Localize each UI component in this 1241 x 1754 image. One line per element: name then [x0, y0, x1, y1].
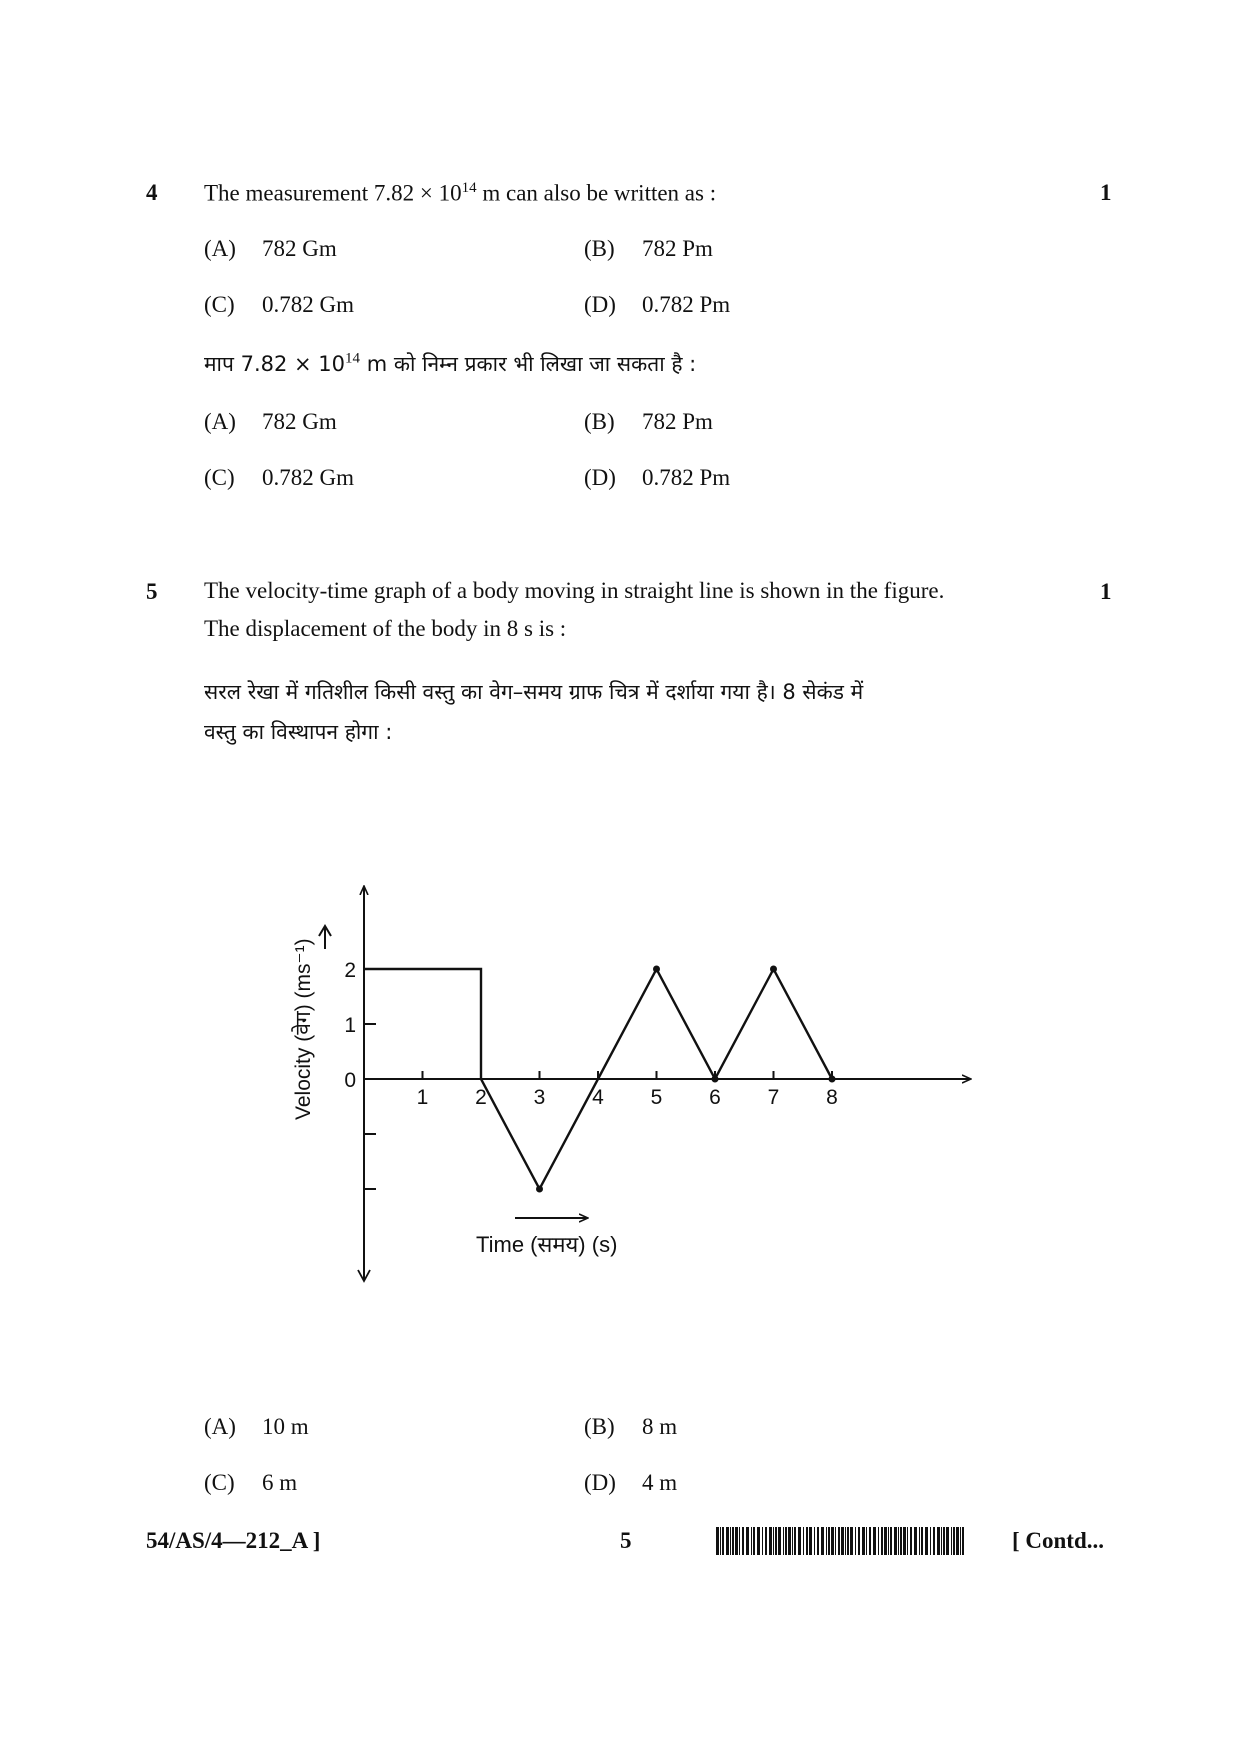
barcode-bar	[730, 1527, 731, 1555]
barcode-bar	[831, 1527, 834, 1555]
barcode-bar	[951, 1527, 952, 1555]
q5-marks: 1	[1100, 579, 1112, 604]
barcode-bar	[792, 1527, 793, 1555]
barcode-bar	[962, 1527, 964, 1555]
q4-marks: 1	[1100, 180, 1112, 205]
barcode-bar	[903, 1527, 906, 1555]
barcode-bar	[873, 1527, 876, 1555]
barcode-bar	[894, 1527, 897, 1555]
barcode-bar	[722, 1527, 724, 1555]
barcode-bar	[946, 1527, 949, 1555]
q5-hi-line1: सरल रेखा में गतिशील किसी वस्तु का वेग–समय ग्राफ चित्र में दर्शाया गया है। 8 सेकंड में	[204, 680, 864, 704]
barcode-bar	[778, 1527, 781, 1555]
q4-question-hi: माप $7.82 \times 10^{14}$ m को निम्न प्रकार भी लिखा जा सकता है :	[204, 350, 697, 376]
barcode-bar	[919, 1527, 920, 1555]
barcode-bar	[858, 1527, 860, 1555]
page-number: 5	[620, 1528, 632, 1553]
barcode-bar	[742, 1527, 744, 1555]
q5-en-line1: The velocity-time graph of a body moving in straight line is shown in the figure.	[204, 578, 945, 603]
barcode-bar	[943, 1527, 945, 1555]
barcode-bar	[890, 1527, 892, 1555]
x-tick-label: 2	[475, 1086, 487, 1109]
q4-number: 4	[146, 180, 158, 205]
barcode-bar	[809, 1527, 812, 1555]
barcode-bar	[910, 1527, 912, 1555]
barcode-bar	[907, 1527, 908, 1555]
barcode-bar	[788, 1527, 791, 1555]
barcode-bar	[785, 1527, 787, 1555]
barcode-bar	[898, 1527, 899, 1555]
q4-option-b[interactable]: (B) 782 Pm	[584, 236, 713, 261]
barcode-bar	[817, 1527, 819, 1555]
barcode-bar	[847, 1527, 849, 1555]
data-point-marker	[653, 966, 660, 973]
barcode-bar	[953, 1527, 955, 1555]
barcode-bar	[941, 1527, 942, 1555]
barcode-bar	[716, 1527, 719, 1555]
paper-code: 54/AS/4—212_A ]	[146, 1528, 321, 1553]
barcode-bar	[914, 1527, 917, 1555]
axis-ticks	[344, 959, 838, 1189]
q4-hi-option-b[interactable]: (B) 782 Pm	[584, 409, 713, 434]
barcode-bar	[739, 1527, 740, 1555]
barcode-bar	[956, 1527, 959, 1555]
x-axis-label: Time (समय) (s)	[476, 1232, 618, 1257]
q5-en-line2: The displacement of the body in 8 s is :	[204, 616, 567, 641]
barcode-bar	[826, 1527, 827, 1555]
barcode-bar	[835, 1527, 836, 1555]
barcode-bar	[937, 1527, 940, 1555]
barcode-bar	[828, 1527, 830, 1555]
data-point-marker	[712, 1076, 719, 1083]
barcode-bar	[921, 1527, 923, 1555]
barcode-bar	[869, 1527, 871, 1555]
x-tick-label: 4	[592, 1086, 604, 1109]
q4-question-en: The measurement $7.82 \times 10^{14}$ m can also be written as :	[204, 180, 717, 206]
q5-option-b[interactable]: (B) 8 m	[584, 1414, 678, 1439]
barcode-bar	[783, 1527, 784, 1555]
barcode-bar	[753, 1527, 755, 1555]
x-tick-label: 5	[650, 1086, 663, 1109]
barcode-bar	[866, 1527, 867, 1555]
barcode-bar	[803, 1527, 804, 1555]
barcode-bar	[773, 1527, 774, 1555]
barcode-bar	[850, 1527, 853, 1555]
q5-option-d[interactable]: (D) 4 m	[584, 1470, 678, 1495]
x-tick-label: 6	[709, 1086, 721, 1109]
barcode-bar	[925, 1527, 928, 1555]
y-tick-label: 1	[344, 1014, 356, 1037]
q4-hi-option-c[interactable]: (C) 0.782 Gm	[204, 465, 354, 490]
barcode-bar	[765, 1527, 767, 1555]
barcode-bar	[855, 1527, 856, 1555]
q5-hi-line2: वस्तु का विस्थापन होगा :	[204, 720, 393, 744]
barcode-bar	[933, 1527, 935, 1555]
barcode-bar	[720, 1527, 721, 1555]
barcode-bar	[862, 1527, 865, 1555]
barcode-bar	[757, 1527, 760, 1555]
barcode-bar	[841, 1527, 844, 1555]
barcode-bar	[726, 1527, 729, 1555]
q4-hi-option-d[interactable]: (D) 0.782 Pm	[584, 465, 731, 490]
y-tick-label: 2	[344, 959, 356, 982]
y-label-arrow	[319, 926, 331, 949]
q5-question-en	[204, 572, 944, 648]
q5-option-a[interactable]: (A) 10 m	[204, 1414, 309, 1439]
data-point-marker	[829, 1076, 836, 1083]
barcode-bar	[845, 1527, 846, 1555]
velocity-time-graph	[270, 870, 990, 1290]
y-tick-label: 0	[344, 1069, 356, 1092]
barcode-bar	[884, 1527, 887, 1555]
x-tick-label: 1	[416, 1086, 429, 1109]
barcode-bar	[806, 1527, 808, 1555]
barcode-bar	[900, 1527, 902, 1555]
barcode-bar	[751, 1527, 752, 1555]
barcode-bar	[769, 1527, 772, 1555]
q4-option-d[interactable]: (D) 0.782 Pm	[584, 292, 731, 317]
q5-question-hi	[204, 672, 863, 752]
x-tick-label: 8	[826, 1086, 838, 1109]
data-point-marker	[536, 1186, 543, 1193]
x-tick-label: 3	[533, 1086, 546, 1109]
barcode-bar	[735, 1527, 738, 1555]
barcode-bar	[814, 1527, 815, 1555]
q5-number: 5	[146, 579, 158, 604]
contd-label: [ Contd...	[1012, 1528, 1105, 1553]
barcode-bar	[930, 1527, 931, 1555]
barcode-bar	[775, 1527, 777, 1555]
q4-hi-option-a[interactable]: (A) 782 Gm	[204, 409, 337, 434]
barcode-bar	[878, 1527, 879, 1555]
barcode-bar	[888, 1527, 889, 1555]
q4-option-a[interactable]: (A) 782 Gm	[204, 236, 337, 261]
barcode-bar	[732, 1527, 734, 1555]
y-axis-label: Velocity (वेग) (ms⁻¹)	[292, 938, 315, 1120]
barcode-bar	[821, 1527, 824, 1555]
barcode-bar	[746, 1527, 749, 1555]
barcode	[716, 1527, 966, 1555]
barcode-bar	[762, 1527, 763, 1555]
x-tick-label: 7	[767, 1086, 780, 1109]
barcode-bar	[881, 1527, 883, 1555]
barcode-bar	[794, 1527, 796, 1555]
data-point-marker	[770, 966, 777, 973]
barcode-bar	[798, 1527, 801, 1555]
q4-option-c[interactable]: (C) 0.782 Gm	[204, 292, 354, 317]
barcode-bar	[838, 1527, 840, 1555]
q5-option-c[interactable]: (C) 6 m	[204, 1470, 298, 1495]
barcode-bar	[960, 1527, 961, 1555]
